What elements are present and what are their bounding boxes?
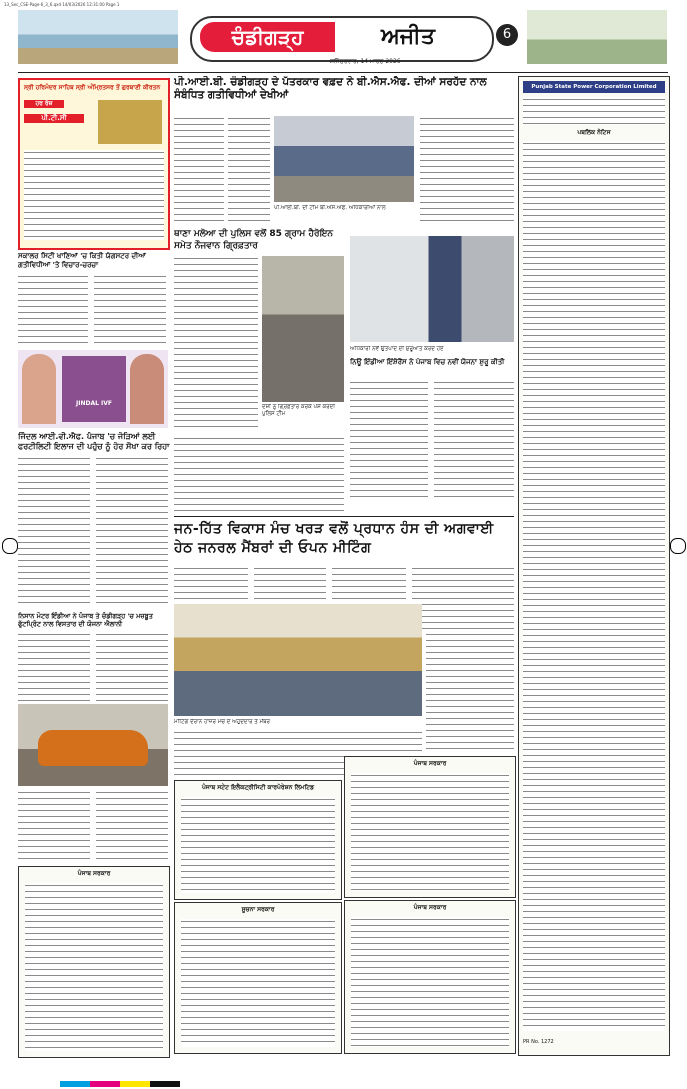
public-notice: [518, 76, 670, 1056]
promo-title: ਸ੍ਰੀ ਹਰਿਮੰਦਰ ਸਾਹਿਬ ਸ੍ਰੀ ਅੰਮ੍ਰਿਤਸਰ ਤੋਂ ਗੁਰਬਾਣੀ ਕੀਰਤਨ: [24, 84, 161, 91]
car-text-d: [96, 790, 168, 860]
tender-notice-3: [174, 902, 342, 1054]
police-caption: ਦੋਸ਼ੀ ਨੂੰ ਗ੍ਰਿਫ਼ਤਾਰ ਕਰਕੇ ਪੇਸ਼ ਕਰਦੀ ਪੁਲਿਸ ਟੀਮ: [262, 404, 335, 417]
left-classified: [18, 866, 170, 1058]
story-text-a: [18, 274, 88, 344]
promo-text: [24, 150, 164, 240]
doctor-photo-left: [22, 354, 56, 424]
promo-box: [18, 78, 170, 250]
title-left: ਚੰਡੀਗੜ੍ਹ: [200, 22, 335, 52]
lead-text-a: [174, 116, 224, 222]
launch-caption: ਅਧਿਕਾਰੀ ਨਵੇਂ ਉਤਪਾਦ ਦੀ ਸ਼ੁਰੂਆਤ ਕਰਦੇ ਹੋਏ: [350, 346, 444, 352]
ivf-text-a: [18, 456, 90, 606]
launch-photo: [350, 236, 514, 342]
tender-notice-2: [344, 756, 516, 898]
car-photo: [18, 704, 168, 786]
left-classified-text: [25, 883, 163, 1051]
meeting-photo: [174, 604, 422, 716]
tender-1-title: ਪੰਜਾਬ ਸਟੇਟ ਇਲੈਕਟ੍ਰੀਸਿਟੀ ਕਾਰਪੋਰੇਸ਼ਨ ਲਿਮਟਿਡ: [201, 784, 315, 791]
orange-suv: [38, 730, 148, 766]
landmark-photo: [527, 10, 667, 64]
tender-3-text: [181, 919, 335, 1047]
color-bar-yellow: [120, 1081, 150, 1087]
page-number: 6: [496, 24, 518, 46]
car-text-c: [18, 790, 90, 860]
masthead: [0, 10, 687, 72]
lead-caption: ਪੀ.ਆਈ.ਬੀ. ਦੀ ਟੀਮ ਬੀ.ਐਸ.ਐਫ. ਅਧਿਕਾਰੀਆਂ ਨਾਲ: [274, 205, 386, 211]
meeting-caption: ਮੀਟਿੰਗ ਦੌਰਾਨ ਹਾਜ਼ਰ ਮੰਚ ਦੇ ਅਹੁਦੇਦਾਰ ਤੇ ਮੈਂਬਰ: [174, 719, 270, 725]
notice-footer: PR No. 1272: [523, 1039, 554, 1045]
registration-mark-left: [2, 538, 18, 554]
color-bar-cyan: [60, 1081, 90, 1087]
police-text-a: [174, 256, 258, 432]
lead-text-c: [420, 116, 514, 222]
story-headline: ਸਕਾਲਰ ਸਿਟੀ ਖਾਣਿਆਂ 'ਚ ਕਿਤੀ ਯੰਗਸਟਰ ਦੀਆਂ ਗਤੀਵਿਧੀਆਂ 'ਤੇ ਵਿਚਾਰ-ਚਰਚਾ: [18, 252, 146, 269]
company-address: [523, 97, 665, 125]
tender-notice-4: [344, 900, 516, 1054]
ivf-brand: JINDAL IVF: [76, 400, 112, 407]
tender-4-title: ਪੰਜਾਬ ਸਰਕਾਰ: [413, 904, 447, 911]
ivf-logo-panel: [62, 356, 126, 422]
launch-headline: ਨਿਊ ਇੰਡੀਆ ਇੰਸ਼ੋਰੈਂਸ ਨੇ ਪੰਜਾਬ ਵਿਚ ਨਵੀਂ ਯੋਜਨਾ ਸ਼ੁਰੂ ਕੀਤੀ: [350, 358, 505, 366]
meeting-text-d: [412, 566, 514, 630]
ivf-photo: [18, 350, 168, 428]
color-bar-black: [150, 1081, 180, 1087]
launch-text-a: [350, 380, 428, 500]
car-text-b: [96, 632, 168, 702]
notice-body: [523, 141, 665, 1031]
dateline: ਸ਼ਨਿੱਚਰਵਾਰ, 14 ਮਾਰਚ 2026: [330, 58, 401, 65]
story-text-b: [94, 274, 166, 344]
tender-notice-1: [174, 780, 342, 900]
lake-photo: [18, 10, 178, 64]
lead-headline: ਪੀ.ਆਈ.ਬੀ. ਚੰਡੀਗੜ੍ਹ ਦੇ ਪੱਤਰਕਾਰ ਵਫ਼ਦ ਨੇ ਬੀ.ਐਸ.ਐਫ. ਦੀਆਂ ਸਰਹੱਦ ਨਾਲ ਸੰਬੰਧਿਤ ਗਤੀਵਿਧੀਆਂ ਦੇਖੀਆਂ: [174, 76, 487, 101]
tender-2-title: ਪੰਜਾਬ ਸਰਕਾਰ: [413, 760, 447, 767]
car-headline: ਨਿਸਾਨ ਮੋਟਰ ਇੰਡੀਆ ਨੇ ਪੰਜਾਬ ਤੇ ਚੰਡੀਗੜ੍ਹ 'ਚ ਮਜ਼ਬੂਤ ਫੁੱਟਪ੍ਰਿੰਟ ਨਾਲ ਵਿਸਤਾਰ ਦੀ ਯੋਜਨਾ ਐਲਾਨੀ: [18, 612, 153, 628]
tender-3-title: ਸੂਚਨਾ ਸਰਕਾਰ: [241, 906, 275, 913]
meeting-text-e: [426, 632, 514, 752]
police-text-b: [174, 436, 344, 512]
ivf-headline: ਜਿੰਦਲ ਆਈ.ਵੀ.ਐਫ. ਪੰਜਾਬ 'ਚ ਜੋੜਿਆਂ ਲਈ ਫਰਟੀਲਿਟੀ ਇਲਾਜ ਦੀ ਪਹੁੰਚ ਨੂੰ ਹੋਰ ਸੌਖਾ ਕਰ ਰਿਹਾ: [18, 432, 170, 451]
promo-channel: ਪੀ.ਟੀ.ਸੀ: [24, 114, 84, 123]
title-right: ਅਜੀਤ: [381, 24, 435, 49]
promo-tag: ਹਰ ਰੋਜ਼: [24, 100, 64, 108]
center-rule: [174, 516, 514, 517]
lead-text-b: [228, 116, 270, 222]
ivf-text-b: [96, 456, 168, 606]
company-banner: Punjab State Power Corporation Limited: [523, 81, 665, 93]
print-slug: 13_Sec_CSE-Page-6_3_6.qxd 14/03/2026 12:31:00 Page 1: [4, 2, 120, 7]
lead-photo: [274, 116, 414, 202]
tender-2-text: [351, 773, 509, 891]
left-classified-title: ਪੰਜਾਬ ਸਰਕਾਰ: [77, 870, 111, 877]
meeting-headline: ਜਨ-ਹਿੱਤ ਵਿਕਾਸ ਮੰਚ ਖਰੜ ਵਲੋਂ ਪ੍ਰਧਾਨ ਹੰਸ ਦੀ ਅਗਵਾਈ ਹੇਠ ਜਨਰਲ ਮੈਂਬਰਾਂ ਦੀ ਓਪਨ ਮੀਟਿੰਗ: [174, 521, 494, 556]
car-text-a: [18, 632, 90, 702]
masthead-rule: [18, 72, 668, 73]
doctor-photo-right: [130, 354, 164, 424]
tender-4-text: [351, 917, 509, 1047]
police-photo: [262, 256, 344, 402]
tender-1-text: [181, 797, 335, 893]
registration-mark-right: [670, 538, 686, 554]
temple-photo: [98, 100, 162, 144]
police-headline: ਥਾਣਾ ਮਲੋਆ ਦੀ ਪੁਲਿਸ ਵਲੋਂ 85 ਗ੍ਰਾਮ ਹੈਰੋਇਨ ਸਮੇਤ ਨੌਜਵਾਨ ਗ੍ਰਿਫ਼ਤਾਰ: [174, 229, 334, 251]
launch-text-b: [434, 380, 514, 500]
notice-title: ਪਬਲਿਕ ਨੋਟਿਸ: [577, 129, 611, 136]
color-bar-magenta: [90, 1081, 120, 1087]
